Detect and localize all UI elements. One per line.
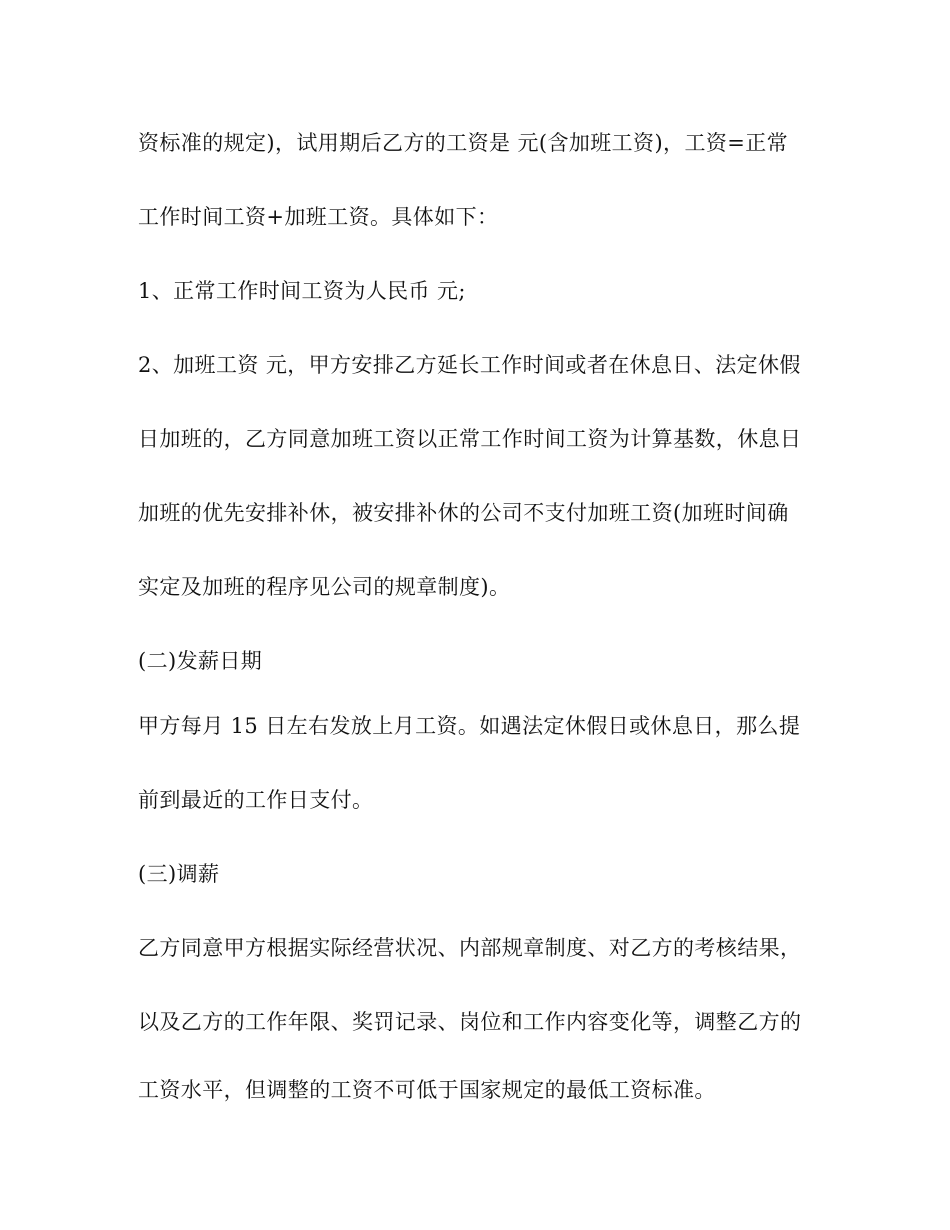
paragraph-line: 日加班的，乙方同意加班工资以正常工作时间工资为计算基数，休息日 (138, 427, 802, 451)
paragraph-line: 工资水平，但调整的工资不可低于国家规定的最低工资标准。 (138, 1078, 716, 1102)
paragraph-line: 以及乙方的工作年限、奖罚记录、岗位和工作内容变化等，调整乙方的 (138, 1010, 802, 1034)
paragraph-line: 实定及加班的程序见公司的规章制度)。 (138, 575, 511, 599)
paragraph-line: 前到最近的工作日支付。 (138, 788, 374, 812)
section-heading: (二)发薪日期 (138, 649, 263, 673)
paragraph-line: 乙方同意甲方根据实际经营状况、内部规章制度、对乙方的考核结果， (138, 936, 802, 960)
section-heading: (三)调薪 (138, 862, 220, 886)
paragraph-line: 资标准的规定)，试用期后乙方的工资是 元(含加班工资)，工资=正常 (138, 131, 789, 155)
paragraph-line: 加班的优先安排补休，被安排补休的公司不支付加班工资(加班时间确 (138, 501, 789, 525)
paragraph-line: 甲方每月 15 日左右发放上月工资。如遇法定休假日或休息日，那么提 (138, 714, 801, 738)
paragraph-line: 工作时间工资+加班工资。具体如下： (138, 205, 499, 229)
list-item: 2、加班工资 元，甲方安排乙方延长工作时间或者在休息日、法定休假 (138, 353, 801, 377)
list-item: 1、正常工作时间工资为人民币 元; (138, 279, 466, 303)
